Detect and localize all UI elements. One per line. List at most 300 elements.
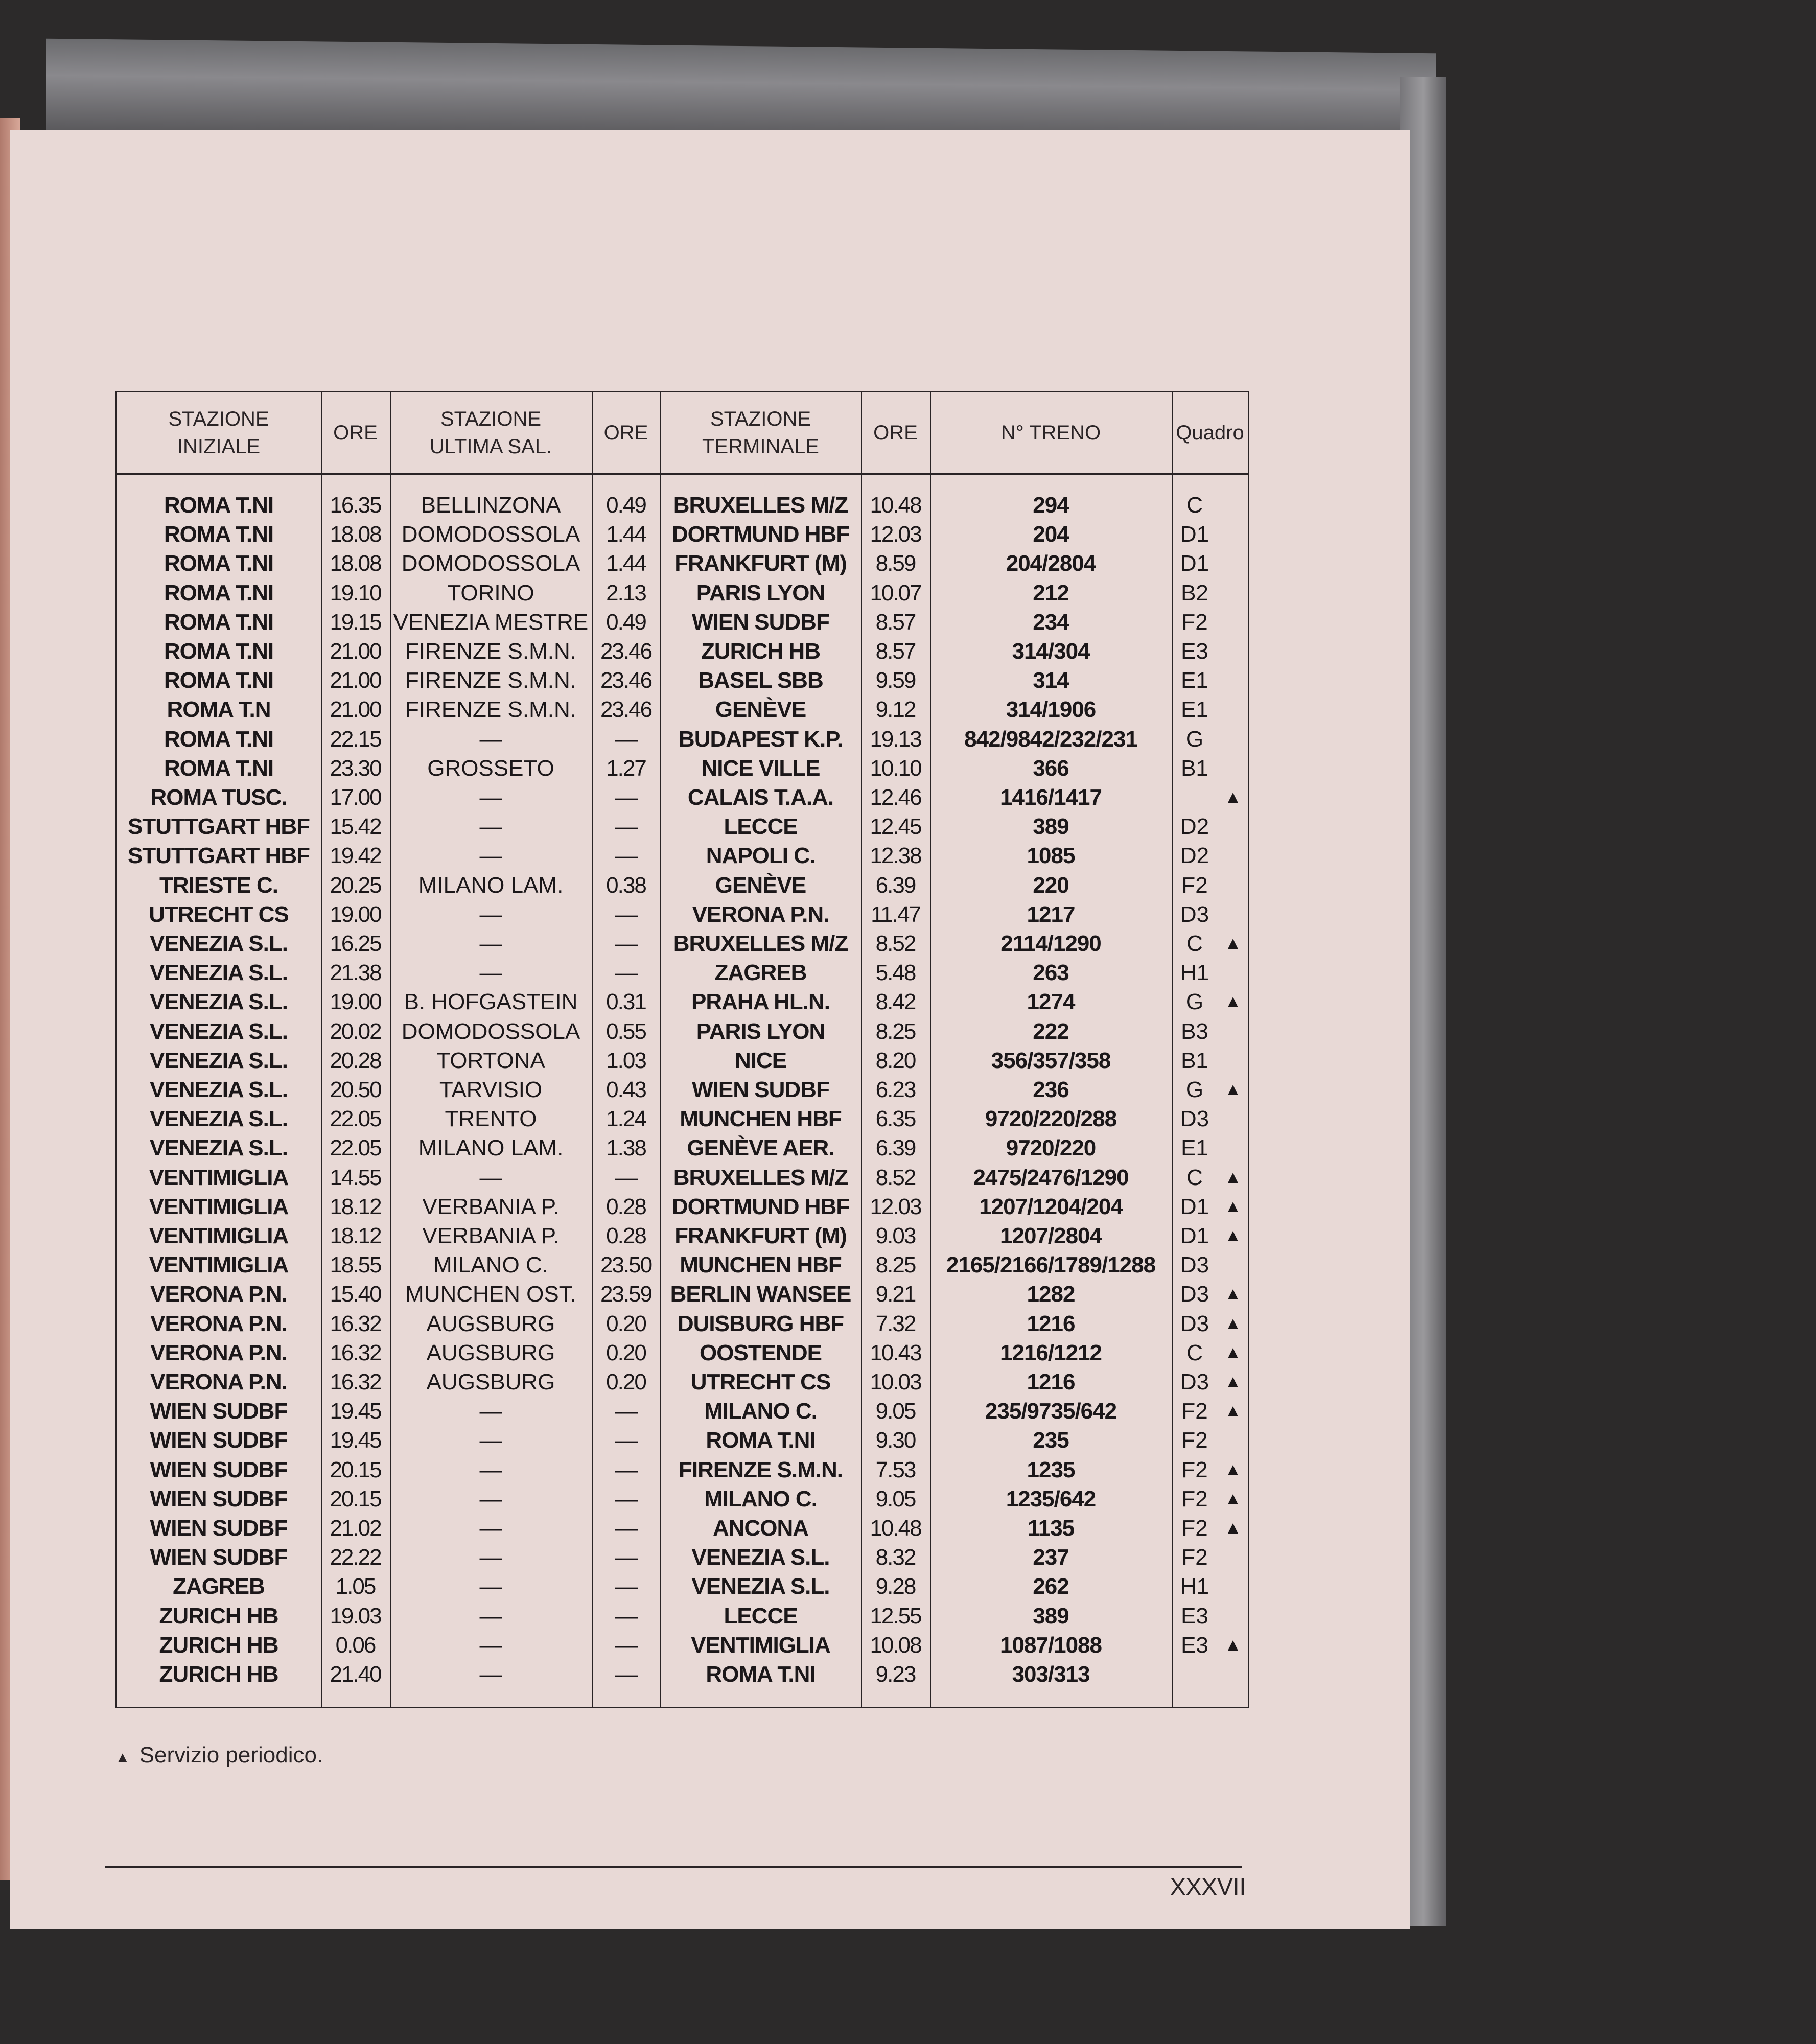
- cell-stazione-ultima: —: [479, 1486, 502, 1512]
- cell-ore-arrivo: 9.59: [875, 668, 916, 693]
- cell-numero-treno: 204: [1033, 522, 1069, 547]
- cell-ore-partenza: 18.12: [330, 1194, 381, 1219]
- periodic-triangle-icon: ▲: [1224, 1489, 1242, 1508]
- cell-ore-arrivo: 9.30: [875, 1428, 916, 1453]
- periodic-triangle-icon: [1218, 578, 1248, 608]
- cell-quadro: G: [1185, 1077, 1204, 1102]
- cell-ore-ultima: 23.50: [600, 1252, 652, 1278]
- cell-numero-treno: 235/9735/642: [985, 1399, 1117, 1424]
- cell-numero-treno: 366: [1033, 755, 1069, 781]
- table-row: [117, 1192, 1251, 1221]
- table-row: [117, 1455, 1251, 1484]
- cell-quadro: E1: [1181, 697, 1208, 723]
- cell-stazione-ultima: MILANO LAM.: [418, 1135, 564, 1161]
- cell-ore-ultima: —: [615, 931, 637, 956]
- periodic-triangle-icon: [1218, 1601, 1248, 1631]
- cell-stazione-iniziale: ROMA T.NI: [164, 755, 274, 781]
- cell-stazione-terminale: VENEZIA S.L.: [691, 1574, 830, 1599]
- cell-stazione-iniziale: VENTIMIGLIA: [149, 1223, 289, 1248]
- cell-stazione-ultima: TORTONA: [436, 1048, 545, 1073]
- cell-numero-treno: 1087/1088: [1000, 1632, 1102, 1658]
- periodic-triangle-icon: [1218, 1250, 1248, 1280]
- cell-quadro: F2: [1181, 872, 1208, 898]
- cell-ore-arrivo: 10.03: [870, 1369, 921, 1395]
- cell-ore-partenza: 20.02: [330, 1018, 381, 1044]
- cell-stazione-terminale: GENÈVE: [715, 697, 806, 723]
- cell-numero-treno: 314/1906: [1006, 697, 1096, 723]
- cell-ore-partenza: 20.15: [330, 1486, 381, 1512]
- cell-numero-treno: 1216/1212: [1000, 1340, 1102, 1365]
- cell-stazione-iniziale: WIEN SUDBF: [150, 1428, 288, 1453]
- cell-ore-ultima: —: [615, 1574, 637, 1599]
- cell-stazione-iniziale: WIEN SUDBF: [150, 1457, 288, 1482]
- periodic-triangle-icon: ▲: [1224, 1342, 1242, 1362]
- cell-stazione-terminale: UTRECHT CS: [690, 1369, 831, 1395]
- cell-stazione-iniziale: STUTTGART HBF: [127, 843, 310, 869]
- cell-quadro: D3: [1180, 1252, 1209, 1278]
- cell-stazione-ultima: —: [479, 1574, 502, 1599]
- periodic-triangle-icon: [1218, 491, 1248, 520]
- cell-ore-ultima: —: [615, 1632, 637, 1658]
- cell-numero-treno: 1274: [1027, 989, 1075, 1015]
- cell-quadro: B2: [1181, 580, 1208, 606]
- cell-stazione-ultima: —: [479, 843, 502, 869]
- cell-ore-partenza: 16.25: [330, 931, 381, 956]
- cell-stazione-terminale: BERLIN WANSEE: [670, 1282, 851, 1307]
- cell-quadro: F2: [1181, 1457, 1208, 1482]
- cell-numero-treno: 2165/2166/1789/1288: [946, 1252, 1156, 1278]
- cell-stazione-ultima: B. HOFGASTEIN: [404, 989, 578, 1015]
- cell-ore-arrivo: 12.03: [870, 522, 921, 547]
- cell-stazione-terminale: DUISBURG HBF: [677, 1311, 844, 1336]
- book-page: [10, 130, 1410, 1929]
- cell-stazione-terminale: PARIS LYON: [696, 1018, 825, 1044]
- cell-stazione-terminale: ZAGREB: [714, 960, 807, 986]
- cell-stazione-iniziale: VENEZIA S.L.: [150, 1048, 288, 1073]
- table-row: [117, 929, 1251, 958]
- cell-ore-ultima: 0.20: [606, 1311, 646, 1336]
- cell-stazione-iniziale: ZURICH HB: [159, 1603, 278, 1629]
- cell-stazione-ultima: MILANO LAM.: [418, 872, 564, 898]
- table-row: [117, 754, 1251, 783]
- periodic-triangle-icon: [1218, 549, 1248, 578]
- cell-ore-ultima: —: [615, 1457, 637, 1482]
- table-row: [117, 1426, 1251, 1455]
- table-row: [117, 1572, 1251, 1601]
- periodic-triangle-icon: ▲: [1224, 1313, 1242, 1333]
- cell-quadro: D3: [1180, 1106, 1209, 1132]
- cell-ore-ultima: —: [615, 814, 637, 840]
- cell-stazione-iniziale: VENTIMIGLIA: [149, 1194, 289, 1219]
- cell-stazione-terminale: ROMA T.NI: [706, 1428, 816, 1453]
- cell-ore-partenza: 1.05: [335, 1574, 376, 1599]
- cell-stazione-iniziale: VENEZIA S.L.: [150, 1106, 288, 1132]
- cell-ore-arrivo: 5.48: [875, 960, 916, 986]
- cell-ore-partenza: 20.50: [330, 1077, 381, 1102]
- cell-stazione-iniziale: ROMA T.NI: [164, 551, 274, 576]
- cell-stazione-iniziale: ROMA T.NI: [164, 639, 274, 664]
- cell-numero-treno: 1282: [1027, 1282, 1075, 1307]
- cell-ore-partenza: 20.25: [330, 872, 381, 898]
- header-numero-treno: N° TRENO: [1000, 422, 1101, 444]
- cell-quadro: H1: [1180, 1574, 1209, 1599]
- cell-stazione-iniziale: WIEN SUDBF: [150, 1516, 288, 1541]
- cell-stazione-terminale: DORTMUND HBF: [671, 522, 850, 547]
- cell-ore-arrivo: 6.39: [875, 1135, 916, 1161]
- cell-numero-treno: 1085: [1027, 843, 1075, 869]
- table-row: [117, 695, 1251, 724]
- cell-ore-ultima: 23.59: [600, 1282, 652, 1307]
- cell-stazione-terminale: BRUXELLES M/Z: [673, 493, 848, 518]
- table-row: [117, 1397, 1251, 1426]
- cell-ore-ultima: 1.44: [606, 522, 646, 547]
- periodic-triangle-icon: ▲: [1224, 1459, 1242, 1479]
- cell-quadro: F2: [1181, 1516, 1208, 1541]
- table-row: [117, 871, 1251, 900]
- periodic-triangle-icon: [1218, 1660, 1248, 1689]
- cell-stazione-iniziale: VENTIMIGLIA: [149, 1165, 289, 1190]
- cell-stazione-ultima: FIRENZE S.M.N.: [405, 697, 576, 723]
- cell-numero-treno: 263: [1033, 960, 1069, 986]
- cell-quadro: B3: [1181, 1018, 1208, 1044]
- cell-stazione-terminale: FRANKFURT (M): [674, 1223, 847, 1248]
- header-divider: [117, 473, 1248, 475]
- periodic-triangle-icon: [1218, 1572, 1248, 1601]
- cell-stazione-iniziale: ROMA T.N: [167, 697, 271, 723]
- cell-stazione-ultima: —: [479, 726, 502, 752]
- cell-ore-ultima: —: [615, 785, 637, 810]
- table-row: [117, 1309, 1251, 1338]
- cell-ore-arrivo: 8.25: [875, 1252, 916, 1278]
- cell-ore-ultima: 1.24: [606, 1106, 646, 1132]
- cell-stazione-iniziale: VERONA P.N.: [150, 1369, 287, 1395]
- cell-ore-ultima: —: [615, 960, 637, 986]
- header-stazione-terminale: STAZIONE TERMINALE: [702, 408, 819, 458]
- cell-ore-arrivo: 9.21: [875, 1282, 916, 1307]
- cell-ore-partenza: 21.38: [330, 960, 381, 986]
- cell-ore-arrivo: 8.57: [875, 609, 916, 635]
- table-row: [117, 1163, 1251, 1192]
- table-row: [117, 578, 1251, 608]
- cell-ore-partenza: 23.30: [330, 755, 381, 781]
- cell-stazione-ultima: AUGSBURG: [426, 1369, 555, 1395]
- table-row: [117, 1280, 1251, 1309]
- cell-ore-ultima: 23.46: [600, 639, 652, 664]
- cell-stazione-ultima: —: [479, 1516, 502, 1541]
- cell-numero-treno: 1207/2804: [1000, 1223, 1102, 1248]
- periodic-triangle-icon: ▲: [1224, 1226, 1242, 1245]
- cell-ore-arrivo: 10.08: [870, 1632, 921, 1658]
- periodic-triangle-icon: [1218, 637, 1248, 666]
- book-top-edge: [46, 39, 1436, 145]
- cell-ore-partenza: 20.15: [330, 1457, 381, 1482]
- table-row: [117, 1543, 1251, 1572]
- table-row: [117, 637, 1251, 666]
- cell-quadro: G: [1185, 989, 1204, 1015]
- cell-ore-ultima: 0.20: [606, 1369, 646, 1395]
- table-row: [117, 1338, 1251, 1367]
- cell-quadro: F2: [1181, 1486, 1208, 1512]
- cell-quadro: D3: [1180, 1369, 1209, 1395]
- cell-ore-arrivo: 8.25: [875, 1018, 916, 1044]
- cell-numero-treno: 212: [1033, 580, 1069, 606]
- cell-stazione-terminale: MILANO C.: [704, 1399, 817, 1424]
- cell-stazione-terminale: MILANO C.: [704, 1486, 817, 1512]
- cell-ore-ultima: —: [615, 1399, 637, 1424]
- cell-stazione-terminale: WIEN SUDBF: [692, 1077, 829, 1102]
- table-row: [117, 1075, 1251, 1104]
- cell-stazione-terminale: ROMA T.NI: [706, 1662, 816, 1687]
- table-row: [117, 1017, 1251, 1046]
- cell-quadro: B1: [1181, 1048, 1208, 1073]
- cell-stazione-iniziale: STUTTGART HBF: [127, 814, 310, 840]
- cell-ore-arrivo: 8.20: [875, 1048, 916, 1073]
- cell-quadro: E1: [1181, 668, 1208, 693]
- cell-ore-partenza: 16.32: [330, 1369, 381, 1395]
- periodic-triangle-icon: [1218, 1104, 1248, 1133]
- cell-numero-treno: 220: [1033, 872, 1069, 898]
- cell-quadro: D3: [1180, 1311, 1209, 1336]
- cell-stazione-terminale: PRAHA HL.N.: [691, 989, 830, 1015]
- table-row: [117, 1484, 1251, 1514]
- cell-stazione-ultima: —: [479, 931, 502, 956]
- cell-numero-treno: 235: [1033, 1428, 1069, 1453]
- cell-ore-partenza: 21.02: [330, 1516, 381, 1541]
- cell-stazione-iniziale: ZURICH HB: [159, 1662, 278, 1687]
- cell-stazione-iniziale: VENEZIA S.L.: [150, 1018, 288, 1044]
- cell-ore-partenza: 22.15: [330, 726, 381, 752]
- periodic-triangle-icon: [1218, 1133, 1248, 1163]
- cell-ore-ultima: 0.55: [606, 1018, 646, 1044]
- cell-stazione-ultima: —: [479, 1399, 502, 1424]
- cell-quadro: D1: [1180, 1194, 1209, 1219]
- cell-stazione-iniziale: ZURICH HB: [159, 1632, 278, 1658]
- cell-ore-partenza: 16.35: [330, 493, 381, 518]
- cell-stazione-ultima: BELLINZONA: [421, 493, 561, 518]
- cell-stazione-ultima: DOMODOSSOLA: [401, 522, 580, 547]
- cell-ore-ultima: 2.13: [606, 580, 646, 606]
- cell-numero-treno: 389: [1033, 1603, 1069, 1629]
- cell-stazione-iniziale: VERONA P.N.: [150, 1340, 287, 1365]
- periodic-triangle-icon: [1218, 1046, 1248, 1075]
- cell-quadro: [1172, 1660, 1218, 1689]
- cell-stazione-ultima: —: [479, 1545, 502, 1570]
- cell-ore-ultima: 1.27: [606, 755, 646, 781]
- cell-ore-partenza: 21.00: [330, 668, 381, 693]
- cell-ore-partenza: 22.05: [330, 1106, 381, 1132]
- periodic-triangle-icon: [1218, 900, 1248, 929]
- cell-ore-arrivo: 6.39: [875, 872, 916, 898]
- cell-ore-partenza: 19.10: [330, 580, 381, 606]
- table-row: [117, 520, 1251, 549]
- cell-numero-treno: 1135: [1027, 1516, 1075, 1541]
- table-row: [117, 608, 1251, 637]
- cell-stazione-ultima: TORINO: [447, 580, 534, 606]
- periodic-triangle-icon: [1218, 754, 1248, 783]
- cell-ore-arrivo: 9.23: [875, 1662, 916, 1687]
- cell-stazione-terminale: NICE VILLE: [701, 755, 820, 781]
- table-row: [117, 1133, 1251, 1163]
- cell-ore-ultima: 0.31: [606, 989, 646, 1015]
- periodic-triangle-icon: ▲: [1224, 1196, 1242, 1216]
- cell-ore-ultima: —: [615, 726, 637, 752]
- periodic-triangle-icon: ▲: [1224, 1518, 1242, 1538]
- periodic-triangle-icon: [1218, 666, 1248, 695]
- cell-numero-treno: 222: [1033, 1018, 1069, 1044]
- cell-numero-treno: 314: [1033, 668, 1069, 693]
- train-timetable: [115, 391, 1249, 1708]
- cell-stazione-iniziale: ROMA T.NI: [164, 580, 274, 606]
- periodic-triangle-icon: ▲: [1224, 1284, 1242, 1304]
- cell-stazione-terminale: FRANKFURT (M): [674, 551, 847, 576]
- periodic-triangle-icon: [1218, 695, 1248, 724]
- cell-stazione-terminale: VENEZIA S.L.: [691, 1545, 830, 1570]
- cell-ore-ultima: 23.46: [600, 668, 652, 693]
- cell-numero-treno: 262: [1033, 1574, 1069, 1599]
- cell-stazione-terminale: BRUXELLES M/Z: [673, 1165, 848, 1190]
- cell-ore-partenza: 19.45: [330, 1428, 381, 1453]
- footnote-text: Servizio periodico.: [139, 1743, 323, 1768]
- cell-numero-treno: 2114/1290: [1000, 931, 1101, 956]
- periodic-triangle-icon: ▲: [1224, 992, 1242, 1012]
- cell-ore-partenza: 15.42: [330, 814, 381, 840]
- cell-stazione-iniziale: ROMA T.NI: [164, 493, 274, 518]
- table-row: [117, 1250, 1251, 1280]
- cell-numero-treno: 842/9842/232/231: [964, 726, 1137, 752]
- header-ore-arrivo: ORE: [873, 422, 918, 444]
- table-row: [117, 1660, 1251, 1689]
- cell-quadro: F2: [1181, 1399, 1208, 1424]
- cell-numero-treno: 9720/220: [1006, 1135, 1096, 1161]
- cell-stazione-iniziale: ZAGREB: [173, 1574, 265, 1599]
- cell-ore-ultima: 0.20: [606, 1340, 646, 1365]
- periodic-triangle-icon: ▲: [1224, 1635, 1242, 1655]
- cell-quadro: F2: [1181, 1545, 1208, 1570]
- cell-ore-partenza: 14.55: [330, 1165, 381, 1190]
- cell-quadro: F2: [1181, 1428, 1208, 1453]
- table-row: [117, 841, 1251, 870]
- cell-ore-partenza: 19.00: [330, 901, 381, 927]
- cell-quadro: F2: [1181, 609, 1208, 635]
- periodic-triangle-icon: [1218, 1426, 1248, 1455]
- cell-quadro: D1: [1180, 1223, 1209, 1248]
- cell-numero-treno: 389: [1033, 814, 1069, 840]
- header-ore-ultima: ORE: [603, 422, 648, 444]
- cell-quadro: E3: [1181, 1603, 1208, 1629]
- periodic-triangle-icon: [1218, 871, 1248, 900]
- cell-stazione-terminale: NICE: [734, 1048, 787, 1073]
- cell-stazione-iniziale: UTRECHT CS: [149, 901, 289, 927]
- cell-stazione-terminale: DORTMUND HBF: [671, 1194, 850, 1219]
- cell-ore-arrivo: 8.52: [875, 1165, 916, 1190]
- cell-stazione-ultima: FIRENZE S.M.N.: [405, 668, 576, 693]
- cell-numero-treno: 2475/2476/1290: [973, 1165, 1129, 1190]
- cell-ore-partenza: 18.08: [330, 522, 381, 547]
- cell-numero-treno: 234: [1033, 609, 1069, 635]
- cell-stazione-ultima: —: [479, 901, 502, 927]
- cell-ore-arrivo: 7.32: [875, 1311, 916, 1336]
- cell-ore-ultima: 0.38: [606, 872, 646, 898]
- cell-stazione-terminale: ANCONA: [712, 1516, 809, 1541]
- periodic-triangle-icon: [1218, 608, 1248, 637]
- table-row: [117, 491, 1251, 520]
- cell-quadro: D1: [1180, 522, 1209, 547]
- cell-ore-partenza: 19.45: [330, 1399, 381, 1424]
- cell-stazione-terminale: FIRENZE S.M.N.: [679, 1457, 843, 1482]
- cell-stazione-ultima: VERBANIA P.: [422, 1223, 560, 1248]
- cell-stazione-ultima: VERBANIA P.: [422, 1194, 560, 1219]
- cell-quadro: B1: [1181, 755, 1208, 781]
- cell-ore-ultima: —: [615, 901, 637, 927]
- cell-stazione-ultima: DOMODOSSOLA: [401, 1018, 580, 1044]
- table-row: [117, 958, 1251, 987]
- cell-quadro: E3: [1181, 1632, 1208, 1658]
- cell-ore-partenza: 21.40: [330, 1662, 381, 1687]
- cell-stazione-terminale: MUNCHEN HBF: [680, 1252, 842, 1278]
- cell-stazione-terminale: WIEN SUDBF: [692, 609, 829, 635]
- cell-stazione-terminale: OOSTENDE: [700, 1340, 822, 1365]
- table-row: [117, 783, 1251, 812]
- cell-ore-arrivo: 8.32: [875, 1545, 916, 1570]
- table-row: [117, 1221, 1251, 1250]
- cell-stazione-iniziale: VENEZIA S.L.: [150, 931, 288, 956]
- cell-ore-arrivo: 19.13: [870, 726, 921, 752]
- cell-ore-partenza: 19.15: [330, 609, 381, 635]
- cell-quadro: D3: [1180, 1282, 1209, 1307]
- cell-stazione-terminale: CALAIS T.A.A.: [687, 785, 834, 810]
- cell-stazione-terminale: VERONA P.N.: [692, 901, 829, 927]
- cell-ore-ultima: —: [615, 1545, 637, 1570]
- periodic-triangle-icon: [1218, 1017, 1248, 1046]
- cell-stazione-iniziale: VENEZIA S.L.: [150, 960, 288, 986]
- cell-stazione-terminale: VENTIMIGLIA: [691, 1632, 830, 1658]
- cell-stazione-iniziale: VERONA P.N.: [150, 1282, 287, 1307]
- cell-ore-partenza: 18.12: [330, 1223, 381, 1248]
- cell-stazione-iniziale: VENEZIA S.L.: [150, 1077, 288, 1102]
- cell-ore-partenza: 16.32: [330, 1311, 381, 1336]
- cell-stazione-ultima: AUGSBURG: [426, 1311, 555, 1336]
- cell-ore-ultima: 0.49: [606, 493, 646, 518]
- cell-ore-arrivo: 10.10: [870, 755, 921, 781]
- header-quadro: Quadro: [1176, 422, 1244, 444]
- periodic-triangle-icon: [1218, 725, 1248, 754]
- cell-ore-arrivo: 9.12: [875, 697, 916, 723]
- cell-numero-treno: 294: [1033, 493, 1069, 518]
- cell-quadro: C: [1186, 493, 1203, 518]
- cell-ore-ultima: 0.49: [606, 609, 646, 635]
- cell-stazione-iniziale: WIEN SUDBF: [150, 1399, 288, 1424]
- cell-ore-ultima: —: [615, 1486, 637, 1512]
- cell-stazione-ultima: —: [479, 1428, 502, 1453]
- cell-stazione-ultima: —: [479, 1632, 502, 1658]
- cell-numero-treno: 1416/1417: [1000, 785, 1102, 810]
- periodic-triangle-icon: [1218, 1543, 1248, 1572]
- cell-ore-arrivo: 8.52: [875, 931, 916, 956]
- cell-quadro: C: [1186, 1340, 1203, 1365]
- periodic-triangle-icon: ▲: [1224, 1372, 1242, 1391]
- cell-numero-treno: 1235: [1027, 1457, 1075, 1482]
- cell-ore-ultima: —: [615, 1428, 637, 1453]
- cell-stazione-terminale: BASEL SBB: [698, 668, 823, 693]
- cell-quadro: [1172, 783, 1218, 812]
- cell-ore-partenza: 20.28: [330, 1048, 381, 1073]
- cell-numero-treno: 314/304: [1012, 639, 1090, 664]
- cell-ore-ultima: 1.38: [606, 1135, 646, 1161]
- cell-ore-partenza: 15.40: [330, 1282, 381, 1307]
- cell-stazione-terminale: GENÈVE AER.: [687, 1135, 834, 1161]
- cell-stazione-iniziale: ROMA T.NI: [164, 726, 274, 752]
- cell-ore-arrivo: 6.35: [875, 1106, 916, 1132]
